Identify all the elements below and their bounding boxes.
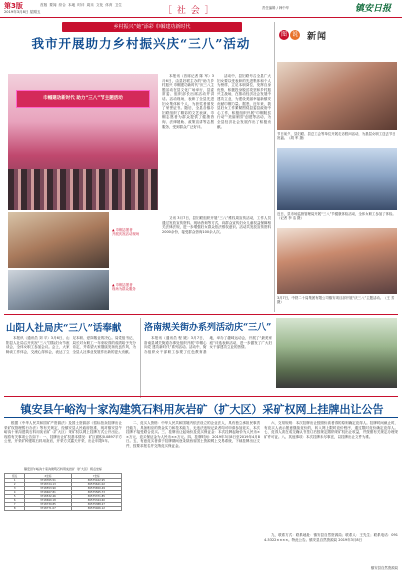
editor-credits: 责任编辑 / 韩中华	[262, 6, 290, 10]
section-nav[interactable]: 首版 要闻 综合 本地 时评 周末 文化 体育 卫生	[40, 3, 122, 7]
section-rule-1	[4, 314, 398, 315]
story2-body: 本报讯（通讯员 刘 平）3月6日，山阳县人社局召开庆祝“三八”国际妇女节座谈会，全体女职工参加会议。会上，大家畅谈工作体会，交流心得体会，表达了立足本职、爱岗敬业的决心。局党组书记、局长对女职工一年来取得的成绩给予充分肯定，并希望大家继续发扬优良作风，为全县人社事业发展作出新的更大贡献。	[6, 336, 136, 354]
table-cell: 3718553.90	[25, 487, 71, 491]
table-header-cell: X坐标	[25, 474, 71, 479]
picture-news-char-2: 说	[291, 31, 298, 38]
table-cell: 36575388.27	[71, 503, 121, 507]
picture-news-caption-2: 近日，县市场监督管理局开展“三八”节健康体检活动，全体女职工参加了体检。（记者 李 洁 摄）	[277, 212, 396, 221]
photo-caption-1: ▲ 巾帼志愿者 开展庆祝活动现场	[112, 228, 140, 237]
table-cell: 1	[5, 479, 25, 483]
table-cell: 3718532.46	[25, 495, 71, 499]
story-divider	[140, 318, 141, 398]
masthead	[0, 0, 402, 18]
photo-caption-2: ▲ 巾帼志愿者 现场为群众服务	[112, 283, 136, 292]
picture-news-header	[273, 22, 400, 62]
stage-slogan: 巾帼建功新时代 助力“三八”节主题活动	[43, 96, 123, 101]
story3-headline: 洛南规关街办系列活动庆“三八”	[144, 323, 272, 333]
announcement-body-col1: 二、竞买人资格：中华人民共和国境内依法设立的企业法人，具有独立承担民事责任能力，具备相应的资金实力和技术能力，无违法违规记录者均可申请参加竞买，本次挂牌不接受联合竞买。三、挂牌出让起始价及竞买保证金：本次挂牌起始价为人民币××万元，竞买保证金为人民币××万元。四、挂牌时间：2019年3月8日至2019年4月8日。五、有意竞买者请于挂牌期间登录陕西省国土资源网上交易系统，下载挂牌出让文件，按要求报名并交纳竞买保证金。	[126, 421, 260, 448]
main-body-col3: 又讯 3月7日，县妇联组织开展“三八”维权周宣传活动，工作人员通过发放宣传资料、现场咨询等方式，向群众宣传妇女儿童权益保障相关法律法规，进一步增强妇女群众依法维权意识。活动共发放宣传资料2000余份，接受群众咨询100余人次。	[162, 216, 271, 234]
table-cell: 36575371.85	[71, 495, 121, 499]
table-cell: 2	[5, 483, 25, 487]
activity-photo-2	[8, 270, 109, 310]
coordinate-table	[4, 473, 122, 511]
story3-body: 本报讯（通讯员 程 媛）3月7日，洛南县城关街道办事处组织开展“巾帼心向党 建功新时代”系列活动。活动中，街办组织女干部职工参观了红色教育基地，举办了趣味运动会，开展了“最美家庭”评选表彰活动，进一步激发了广大妇女干部建功立业的热情。	[144, 336, 272, 354]
table-cell: 4	[5, 491, 25, 495]
picture-news-caption-3: 3月7日，中铁二十局集团有限公司镇安项目部开展“庆三八”主题活动。（王 芳 摄）	[277, 296, 395, 305]
table-cell: 36575621.02	[71, 483, 121, 487]
table-cell: 36575422.95	[71, 479, 121, 483]
main-headline: 我市开展助力乡村振兴庆“三八”活动	[31, 36, 251, 51]
announcement-rule	[4, 417, 398, 418]
activity-photo-1	[8, 212, 109, 268]
column-divider	[274, 22, 275, 312]
table-cell: 36575650.49	[71, 487, 121, 491]
picture-news-photo-2	[277, 148, 397, 210]
issue-date: 2019年3月8日 星期五	[4, 10, 41, 14]
table-cell: 36575344.60	[71, 499, 121, 503]
table-cell: 6	[5, 499, 25, 503]
table-header-cell: 拐点	[5, 474, 25, 479]
event-photo	[8, 74, 158, 210]
table-cell: 3718467.81	[25, 491, 71, 495]
table-cell: 3718765.51	[25, 479, 71, 483]
picture-news-photo-1	[277, 62, 397, 130]
story3-photo	[276, 318, 397, 388]
announcement-headline: 镇安县午峪沟十家沟建筑石料用灰岩矿（扩大区）采矿权网上挂牌出让公告	[20, 403, 384, 416]
story2-headline: 山阳人社局庆“三八”话奉献	[6, 323, 122, 334]
picture-news-char-1: 图	[280, 31, 287, 38]
table-cell: 3718771.07	[25, 507, 71, 511]
announcement-body-col2: 六、交易规则：本次挂牌出让按照价高者得的原则确定竞得人。挂牌时间截止时，有竞买人表示愿意继续竞价的，转入网上限时竞价程序，通过限时竞价确定竞得人。七、竞得人须在成交确认书签订后按规定缴纳采矿权出让收益，并按照有关规定办理采矿许可证。八、其他事项：本次挂牌未尽事宜，以挂牌出让文件为准。	[264, 421, 398, 439]
announcement-body-col3: 九、联系方式：联系地址：镇安县自然资源局；联系人：王先生；联系电话：0914-5322××××。特此公告。镇安县自然资源局 2019年3月8日	[264, 533, 398, 542]
story-banner: 乡村振兴“她”添彩 巾帼建功新时代	[62, 22, 242, 32]
section-rule-2	[4, 396, 398, 397]
picture-news-photo-3	[277, 228, 397, 294]
main-body-col2: 活动中，县妇联号召全县广大妇女要以受表彰的先进集体和个人为榜样，立足本职岗位，发挥自身优势，积极投身脱贫攻坚和乡村振兴主战场，在推动经济社会发展中建功立业，为建设美丽幸福新镇安贡献巾帼力量。据悉，近年来，我县妇女工作紧紧围绕县委县政府中心工作，积极组织开展“巾帼脱贫行动”“美丽家园”创建等活动，为全县经济社会发展作出了积极贡献。	[217, 74, 271, 129]
announcement-footer: 镇安县自然资源局	[370, 566, 398, 570]
coordinate-table-title: 镇安县午峪沟十家沟建筑石料用灰岩矿（扩大区）拐点坐标	[23, 467, 102, 471]
main-body-col1: 本报讯（首席记者 陈 军）3月6日，由县妇联主办的“助力乡村振兴 巾帼建功新时代”庆三八主题活动在县文化广场举行，县委常委、组织部长出席活动并讲话。活动现场，表彰了全县先进妇女集体和个人，为获奖者颁发了荣誉证书。随后，全县各镇办妇联组织了精彩的文艺表演，巾帼志愿者为群众提供了健康咨询、法律援助、政策宣讲等志愿服务，受到群众广泛好评。	[162, 74, 214, 129]
page-number: 第3版	[4, 2, 23, 10]
table-cell: 36575565.73	[71, 491, 121, 495]
table-cell: 36575406.12	[71, 507, 121, 511]
picture-news-title: 新闻	[307, 32, 328, 42]
newspaper-logo: 镇安日报	[355, 4, 392, 14]
section-title: ［ 社 会 ］	[163, 6, 215, 16]
table-cell: 7	[5, 503, 25, 507]
announcement-intro: 根据《中华人民共和国矿产资源法》及国土资源部《招标拍卖挂牌出让采矿权管理暂行办法》等有关规定，经镇安县人民政府批准，现对镇安县午峪沟十家沟建筑石料用灰岩矿（扩大区）采矿权以网上挂牌方式公开出让。现将有关事项公告如下：一、挂牌出让矿权基本情况：矿区面积0.0897平方公里，开采矿种建筑石料用灰岩，开采方式露天开采，出让年限5年。	[4, 421, 122, 444]
table-cell: 8	[5, 507, 25, 511]
table-cell: 3718739.85	[25, 503, 71, 507]
table-row	[5, 507, 122, 511]
table-cell: 3	[5, 487, 25, 491]
picture-news-caption-1: 节日前夕，县妇联、县总工会等单位开展走访慰问活动，为基层女职工送去节日祝福。（胡 军 摄）	[277, 132, 396, 141]
table-cell: 3718724.13	[25, 483, 71, 487]
table-cell: 3718690.18	[25, 499, 71, 503]
table-header-cell: Y坐标	[71, 474, 121, 479]
table-cell: 5	[5, 495, 25, 499]
